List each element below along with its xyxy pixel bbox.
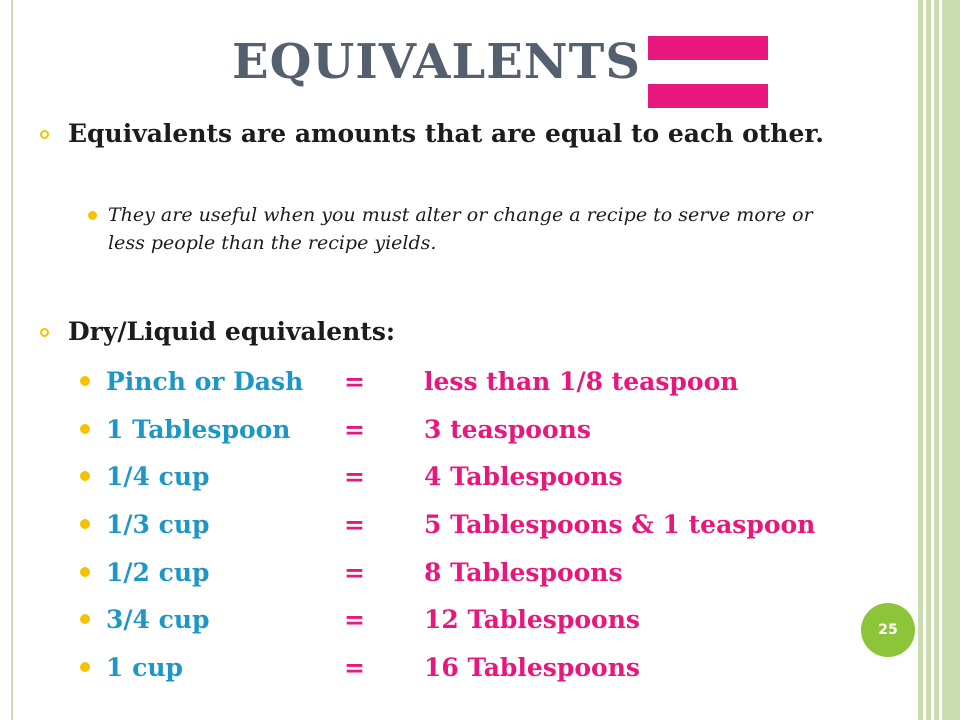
equivalent-value: 8 Tablespoons	[424, 558, 623, 587]
measure: 1/2 cup	[106, 558, 210, 587]
row-bullet-icon	[80, 567, 90, 577]
row-bullet-icon	[80, 614, 90, 624]
equivalent-row	[0, 646, 900, 692]
bullet-icon	[40, 328, 49, 337]
bullet-text-heading: Dry/Liquid equivalents:	[68, 317, 396, 346]
equals-symbol: =	[344, 462, 365, 491]
equals-symbol: =	[344, 653, 365, 682]
slide-title: EQUIVALENTS	[232, 34, 642, 90]
page-number-badge: 25	[861, 603, 915, 657]
equals-symbol: =	[344, 558, 365, 587]
measure: 1/3 cup	[106, 510, 210, 539]
equivalent-value: 16 Tablespoons	[424, 653, 640, 682]
measure: 1/4 cup	[106, 462, 210, 491]
row-bullet-icon	[80, 519, 90, 529]
right-stripe-3	[934, 0, 939, 720]
measure: 1 cup	[106, 653, 183, 682]
equals-symbol: =	[344, 367, 365, 396]
equivalent-value: 12 Tablespoons	[424, 605, 640, 634]
equivalent-value: 3 teaspoons	[424, 415, 591, 444]
right-stripe-4	[942, 0, 960, 720]
equals-sign-top-bar	[648, 36, 768, 60]
sub-bullet-icon	[88, 211, 97, 220]
equivalent-row	[0, 408, 900, 454]
row-bullet-icon	[80, 471, 90, 481]
sub-bullet-text: They are useful when you must alter or change a recipe to serve more or less people than the recipe yields.	[108, 204, 813, 254]
bullet-text-definition: Equivalents are amounts that are equal to each other.	[68, 119, 824, 148]
equals-symbol: =	[344, 415, 365, 444]
equals-sign-bottom-bar	[648, 84, 768, 108]
equivalent-value: 4 Tablespoons	[424, 462, 623, 491]
equals-symbol: =	[344, 510, 365, 539]
equivalent-value: 5 Tablespoons & 1 teaspoon	[424, 510, 816, 539]
row-bullet-icon	[80, 424, 90, 434]
equivalent-row	[0, 455, 900, 501]
measure: 3/4 cup	[106, 605, 210, 634]
right-stripe-1	[918, 0, 923, 720]
bullet-icon	[40, 130, 49, 139]
right-stripe-2	[926, 0, 931, 720]
row-bullet-icon	[80, 662, 90, 672]
equivalent-row	[0, 360, 900, 406]
equals-symbol: =	[344, 605, 365, 634]
equivalent-row	[0, 598, 900, 644]
measure: 1 Tablespoon	[106, 415, 291, 444]
equivalent-value: less than 1/8 teaspoon	[424, 367, 739, 396]
equivalent-row	[0, 503, 900, 549]
equivalent-row	[0, 551, 900, 597]
row-bullet-icon	[80, 376, 90, 386]
measure: Pinch or Dash	[106, 367, 304, 396]
